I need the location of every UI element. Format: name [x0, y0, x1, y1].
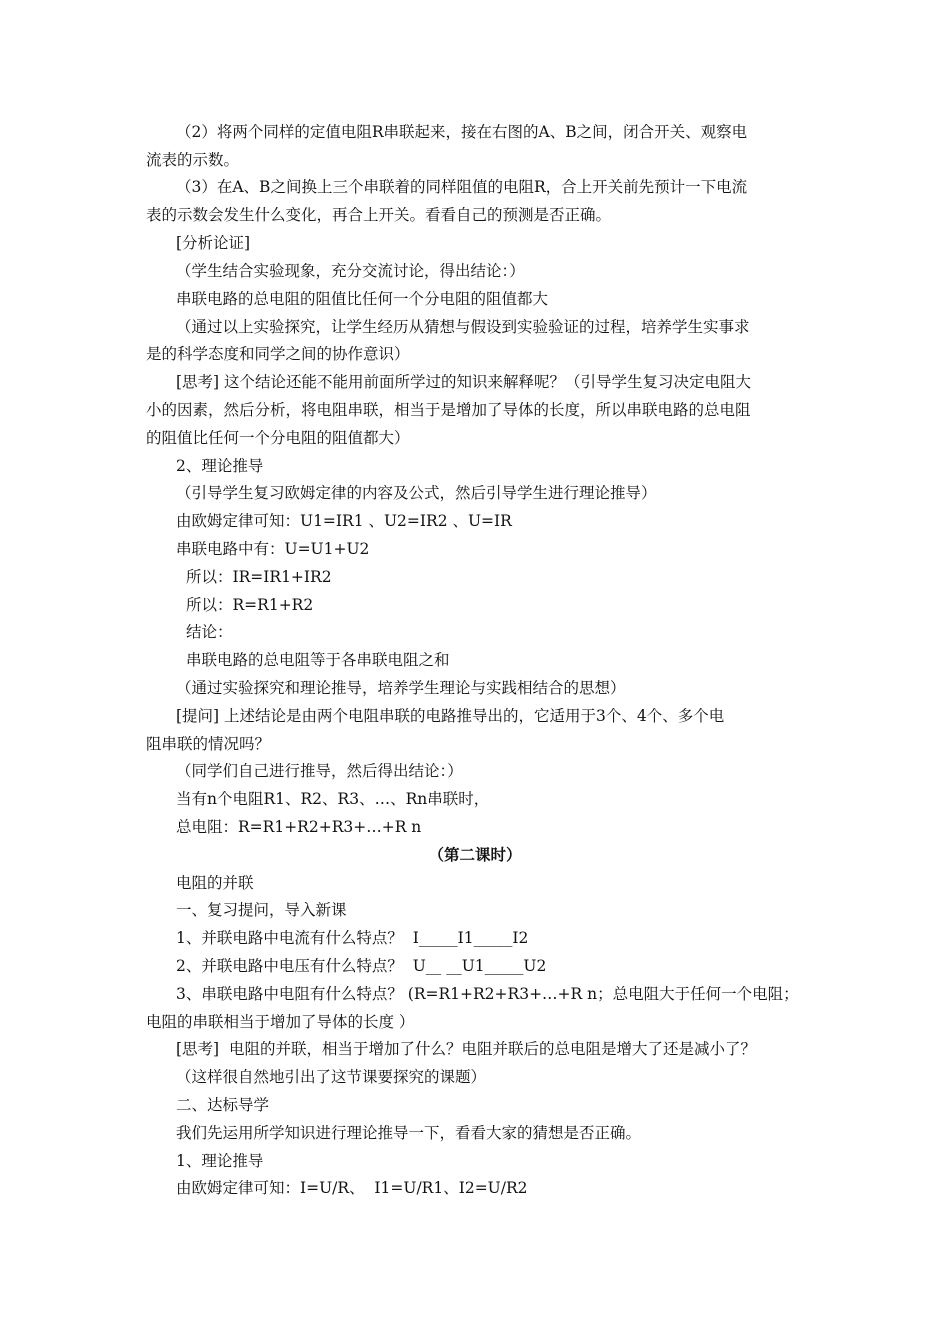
section-heading: 二、达标导学 — [176, 1096, 270, 1114]
text-line: （通过以上实验探究，让学生经历从猜想与假设到实验验证的过程，培养学生实事求 — [176, 318, 750, 336]
text-line: 电阻的串联相当于增加了导体的长度 ） — [146, 1013, 415, 1031]
text-line: [思考] 电阻的并联，相当于增加了什么？电阻并联后的总电阻是增大了还是减小了？ — [176, 1040, 756, 1058]
formula-line: 串联电路中有：U=U1+U2 — [176, 540, 370, 558]
text-line: [思考] 这个结论还能不能用前面所学过的知识来解释呢？（引导学生复习决定电阻大 — [176, 373, 752, 391]
text-line: 流表的示数。 — [146, 151, 240, 169]
text-line: （通过实验探究和理论推导，培养学生理论与实践相结合的思想） — [176, 679, 626, 697]
text-line: 是的科学态度和同学之间的协作意识） — [146, 345, 410, 363]
text-line: [分析论证] — [176, 234, 251, 252]
text-line: （引导学生复习欧姆定律的内容及公式，然后引导学生进行理论推导） — [176, 484, 657, 502]
text-line: （2）将两个同样的定值电阻R串联起来，接在右图的A、B之间，闭合开关、观察电 — [176, 123, 748, 141]
text-line: 结论： — [186, 623, 233, 641]
question-line: 2、并联电路中电压有什么特点？ U__ __U1_____U2 — [176, 957, 547, 975]
text-line: 我们先运用所学知识进行理论推导一下，看看大家的猜想是否正确。 — [176, 1124, 642, 1142]
lesson-heading: （第二课时） — [428, 846, 522, 864]
text-line: （同学们自己进行推导，然后得出结论：） — [176, 762, 463, 780]
formula-line: 总电阻：R=R1+R2+R3+…+R n — [176, 818, 422, 836]
text-line: 串联电路的总电阻的阻值比任何一个分电阻的阻值都大 — [176, 290, 549, 308]
text-line: 当有n个电阻R1、R2、R3、…、Rn串联时， — [176, 790, 490, 808]
text-line: 阻串联的情况吗？ — [146, 735, 271, 753]
text-line: （3）在A、B之间换上三个串联着的同样阻值的电阻R，合上开关前先预计一下电流 — [176, 178, 748, 196]
formula-line: 所以：IR=IR1+IR2 — [186, 568, 332, 586]
section-heading: 一、复习提问，导入新课 — [176, 901, 347, 919]
conclusion-line: 串联电路的总电阻等于各串联电阻之和 — [186, 651, 450, 669]
section-heading: 电阻的并联 — [176, 874, 254, 892]
question-line: 1、并联电路中电流有什么特点？ I_____I1_____I2 — [176, 929, 529, 947]
section-heading: 1、理论推导 — [176, 1152, 264, 1170]
text-line: （这样很自然地引出了这节课要探究的课题） — [176, 1068, 487, 1086]
text-line: 表的示数会发生什么变化，再合上开关。看看自己的预测是否正确。 — [146, 206, 612, 224]
text-line: 小的因素，然后分析，将电阻串联，相当于是增加了导体的长度，所以串联电路的总电阻 — [146, 401, 751, 419]
formula-line: 由欧姆定律可知：U1=IR1 、U2=IR2 、U=IR — [176, 512, 512, 530]
question-line: 3、串联电路中电阻有什么特点？ (R=R1+R2+R3+…+R n；总电阻大于任何一个电阻； — [176, 985, 799, 1003]
section-heading: 2、理论推导 — [176, 457, 264, 475]
formula-line: 由欧姆定律可知：I=U/R、 I1=U/R1、I2=U/R2 — [176, 1179, 528, 1197]
text-line: （学生结合实验现象，充分交流讨论，得出结论：） — [176, 262, 525, 280]
formula-line: 所以：R=R1+R2 — [186, 596, 314, 614]
text-line: 的阻值比任何一个分电阻的阻值都大） — [146, 429, 410, 447]
text-line: [提问] 上述结论是由两个电阻串联的电路推导出的，它适用于3个、4个、多个电 — [176, 707, 725, 725]
